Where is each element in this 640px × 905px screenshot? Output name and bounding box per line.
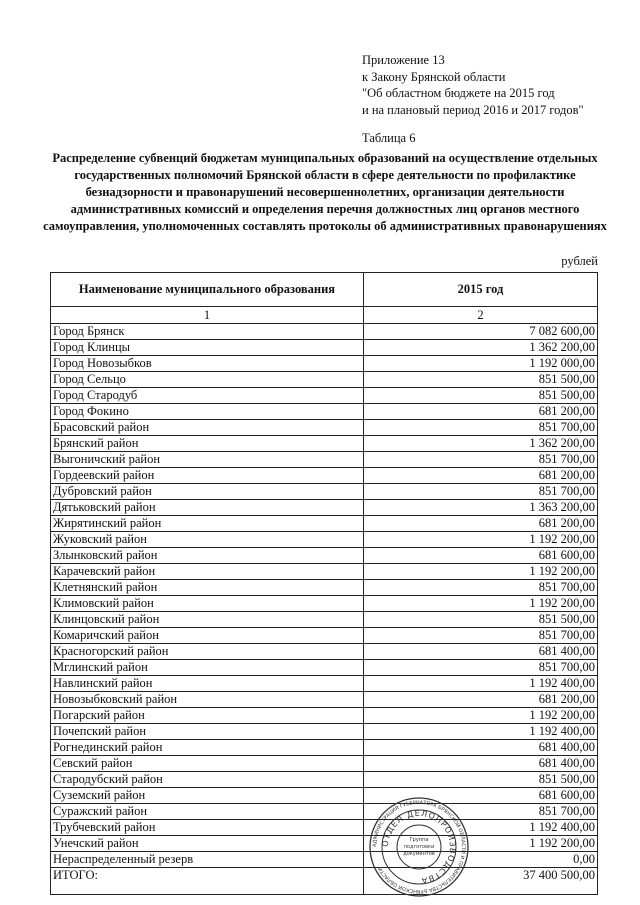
table-row — [51, 532, 598, 548]
table-row — [51, 468, 598, 484]
table-row — [51, 820, 598, 836]
units-label: рублей — [561, 254, 598, 268]
amount-2015: 1 362 200,00 — [364, 436, 598, 452]
amount-2015: 681 600,00 — [364, 548, 598, 564]
amount-2015: 851 700,00 — [364, 580, 598, 596]
table-row — [51, 740, 598, 756]
table-row — [51, 852, 598, 868]
annex-header — [362, 52, 584, 118]
table-row — [51, 420, 598, 436]
column-header-2015: 2015 год — [364, 273, 598, 307]
amount-2015: 1 363 200,00 — [364, 500, 598, 516]
table-row — [51, 660, 598, 676]
table-row — [51, 644, 598, 660]
table-row — [51, 580, 598, 596]
table-row — [51, 804, 598, 820]
amount-2015: 1 192 400,00 — [364, 820, 598, 836]
column-header-name: Наименование муниципального образования — [51, 273, 364, 307]
table-row — [51, 452, 598, 468]
amount-2015: 681 400,00 — [364, 740, 598, 756]
amount-2015: 851 700,00 — [364, 452, 598, 468]
municipality-name: Клинцовский район — [51, 612, 364, 628]
amount-2015: 1 192 400,00 — [364, 676, 598, 692]
amount-2015: 851 700,00 — [364, 420, 598, 436]
amount-2015: 851 500,00 — [364, 612, 598, 628]
table-row — [51, 548, 598, 564]
table-row — [51, 708, 598, 724]
municipality-name: Трубчевский район — [51, 820, 364, 836]
amount-2015: 681 200,00 — [364, 692, 598, 708]
table-row — [51, 516, 598, 532]
annex-line: к Закону Брянской области — [362, 69, 506, 84]
municipality-name: Город Клинцы — [51, 340, 364, 356]
amount-2015: 7 082 600,00 — [364, 324, 598, 340]
table-row — [51, 404, 598, 420]
municipality-name: Красногорский район — [51, 644, 364, 660]
amount-2015: 1 362 200,00 — [364, 340, 598, 356]
amount-2015: 851 700,00 — [364, 484, 598, 500]
total-row — [51, 868, 598, 895]
municipality-name: Унечский район — [51, 836, 364, 852]
table-row — [51, 724, 598, 740]
table-row — [51, 388, 598, 404]
stamp-inner-text: документов — [403, 851, 435, 857]
official-stamp — [368, 796, 470, 898]
amount-2015: 851 500,00 — [364, 772, 598, 788]
subventions-table — [50, 272, 598, 895]
stamp-outer-text: АДМИНИСТРАЦИЯ ГУБЕРНАТОРА БРЯНСКОЙ ОБЛАСТИ И ПРАВИТЕЛЬСТВА БРЯНСКОЙ ОБЛАСТИ — [371, 799, 467, 895]
municipality-name: Севский район — [51, 756, 364, 772]
amount-2015: 681 200,00 — [364, 468, 598, 484]
municipality-name: Навлинский район — [51, 676, 364, 692]
table-row — [51, 372, 598, 388]
municipality-name: Брасовский район — [51, 420, 364, 436]
amount-2015: 0,00 — [364, 852, 598, 868]
municipality-name: Дубровский район — [51, 484, 364, 500]
table-row — [51, 340, 598, 356]
municipality-name: Выгоничский район — [51, 452, 364, 468]
municipality-name: Почепский район — [51, 724, 364, 740]
amount-2015: 1 192 000,00 — [364, 356, 598, 372]
document-title: Распределение субвенций бюджетам муниципальных образований на осуществление отдельных государственных полномочий Брянской области в сфере деятельности по профилактике безнадзорности и правонарушений несовершеннолетних, организации деятельности административных комиссий и определения перечня должностных лиц органов местного самоуправления, уполномоченных составлять протоколы об административных правонарушениях — [43, 151, 607, 233]
amount-2015: 681 400,00 — [364, 644, 598, 660]
column-number: 1 — [51, 307, 364, 324]
table-row — [51, 500, 598, 516]
stamp-inner-text: подготовки — [403, 844, 435, 850]
municipality-name: Злынковский район — [51, 548, 364, 564]
municipality-name: Рогнединский район — [51, 740, 364, 756]
municipality-name: Город Стародуб — [51, 388, 364, 404]
amount-2015: 1 192 200,00 — [364, 836, 598, 852]
amount-2015: 681 600,00 — [364, 788, 598, 804]
municipality-name: Дятьковский район — [51, 500, 364, 516]
annex-line: Приложение 13 — [362, 53, 445, 67]
municipality-name: Климовский район — [51, 596, 364, 612]
amount-2015: 681 200,00 — [364, 404, 598, 420]
table-row — [51, 676, 598, 692]
municipality-name: Нераспределенный резерв — [51, 852, 364, 868]
table-row — [51, 324, 598, 340]
amount-2015: 1 192 200,00 — [364, 596, 598, 612]
municipality-name: Город Брянск — [51, 324, 364, 340]
amount-2015: 1 192 200,00 — [364, 564, 598, 580]
municipality-name: Погарский район — [51, 708, 364, 724]
municipality-name: Жуковский район — [51, 532, 364, 548]
municipality-name: Город Сельцо — [51, 372, 364, 388]
table-row — [51, 772, 598, 788]
table-row — [51, 564, 598, 580]
column-number: 2 — [364, 307, 598, 324]
amount-2015: 851 700,00 — [364, 804, 598, 820]
municipality-name: Суземский район — [51, 788, 364, 804]
table-row — [51, 484, 598, 500]
municipality-name: Город Фокино — [51, 404, 364, 420]
table-row — [51, 612, 598, 628]
municipality-name: Новозыбковский район — [51, 692, 364, 708]
municipality-name: Гордеевский район — [51, 468, 364, 484]
table-row — [51, 692, 598, 708]
table-row — [51, 436, 598, 452]
table-row — [51, 756, 598, 772]
table-row — [51, 628, 598, 644]
amount-2015: 851 700,00 — [364, 628, 598, 644]
amount-2015: 681 400,00 — [364, 756, 598, 772]
table-number: Таблица 6 — [362, 131, 416, 145]
municipality-name: Жирятинский район — [51, 516, 364, 532]
municipality-name: Город Новозыбков — [51, 356, 364, 372]
amount-2015: 851 700,00 — [364, 660, 598, 676]
amount-2015: 37 400 500,00 — [364, 868, 598, 895]
amount-2015: 1 192 200,00 — [364, 532, 598, 548]
amount-2015: 851 500,00 — [364, 372, 598, 388]
stamp-middle-text: ОТДЕЛ ДЕЛОПРОИЗВОДСТВА — [380, 808, 458, 886]
amount-2015: 1 192 200,00 — [364, 708, 598, 724]
stamp-inner-text: Группа — [409, 837, 429, 843]
municipality-name: Стародубский район — [51, 772, 364, 788]
table-row — [51, 596, 598, 612]
municipality-name: ИТОГО: — [51, 868, 364, 895]
municipality-name: Суражский район — [51, 804, 364, 820]
municipality-name: Мглинский район — [51, 660, 364, 676]
municipality-name: Клетнянский район — [51, 580, 364, 596]
amount-2015: 681 200,00 — [364, 516, 598, 532]
table-row — [51, 356, 598, 372]
table-row — [51, 836, 598, 852]
municipality-name: Комаричский район — [51, 628, 364, 644]
annex-line: "Об областном бюджете на 2015 год — [362, 86, 555, 100]
amount-2015: 1 192 400,00 — [364, 724, 598, 740]
annex-line: и на плановый период 2016 и 2017 годов" — [362, 102, 584, 117]
municipality-name: Брянский район — [51, 436, 364, 452]
municipality-name: Карачевский район — [51, 564, 364, 580]
amount-2015: 851 500,00 — [364, 388, 598, 404]
table-row — [51, 788, 598, 804]
